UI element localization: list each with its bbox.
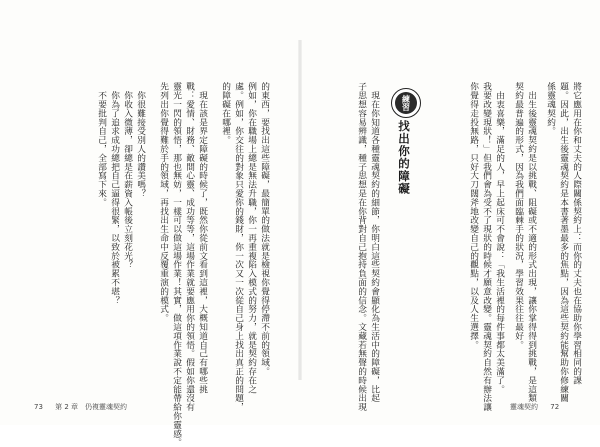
- text-column: 出生後靈魂契約是以挑戰、阻礙或不適的形式出現，讓你掌得得到挑戰，是這類: [526, 82, 537, 403]
- text-column: 現在你知道各種靈魂契約的細節，你明白這些契約會顯化為生活中的障礙，比起: [369, 82, 380, 403]
- text-column: 契約最普遍的形式，因為我們面臨棘手的狀況，學習效果往往最好。: [513, 82, 524, 349]
- text-column: 的障礙在哪裡。: [220, 82, 231, 145]
- text-column: 由衷喜樂，滿足的人，早上起床可不會說：「我生活裡的每件事都太美滿了。: [494, 82, 505, 394]
- text-column: 不要批判自己，全部寫下來。: [96, 82, 107, 207]
- text-column: 的東西，要找出這些障礙，最簡單的做法就是檢視你覺得停滯不前的領域。: [259, 82, 270, 376]
- exercise-badge: [391, 88, 421, 118]
- text-column: 你為了追求成功總把自己逼得很緊，以致於被累不堪？: [109, 82, 120, 305]
- text-column: 例如，你在職場上總是無法升職，你一再重複陷入模式的努力，就是契約存在之: [246, 82, 257, 394]
- text-column: 將它應用在你和丈夫的人際關係契約上：而你的丈夫也在協助你學習相同的課: [571, 82, 582, 385]
- exercise-title: 找出你的障礙: [397, 120, 411, 195]
- page-footer: [510, 402, 559, 412]
- page-footer: [34, 402, 127, 412]
- text-column: 我要改變現狀！」但我們會為受不了現狀的時候才願意改變。靈魂契約自然有辦法讓: [481, 82, 492, 412]
- exercise-badge-label: 練習: [395, 92, 417, 114]
- text-column: 子思想容易辨識，種子思想是在你背對自己抱持負面的信念。文藏若無聲的時候出現: [356, 82, 367, 412]
- page-number: 72: [550, 403, 560, 411]
- right-page: [300, 0, 600, 425]
- text-column: 你覺得走投無路，只好大刀闊斧地改變自己的觀點，以及人生選擇。: [468, 82, 479, 349]
- text-column: 你很難接受別人的讚美嗎？: [135, 82, 146, 198]
- text-column: 題。因此，出生後靈魂契約是本書著墨最多的焦點，因為這些契約能幫助你修練關: [558, 82, 569, 403]
- chapter-title: 第 2 章 仍複靈魂契約: [55, 403, 128, 411]
- text-column: 你收入微薄，卻總是在薪資入帳後立刻花光？: [122, 82, 133, 269]
- text-column: 先列出你覺得難於手的領域，再找出生命中反覆重演的模式。: [158, 82, 169, 323]
- page-number: 73: [34, 403, 43, 411]
- text-column: 係靈魂契約。: [545, 82, 556, 136]
- book-title: 靈魂契約: [510, 403, 538, 411]
- text-column: 處。例如，你交往的對象只愛你的錢財，你一次又一次從自己身上找出真正的問題，: [233, 82, 244, 412]
- text-column: 現在該是界定障礙的時候了，既然你從前文看到這裡，大概知道自己有哪些挑: [197, 82, 208, 394]
- text-column: 戰：愛情、財務、敵間心靈、成功等等，這場作業就要應用你的領悟。假如你還沒有: [184, 82, 195, 412]
- exercise-heading: [387, 88, 423, 198]
- text-column: 靈光一閃的領悟，那也無妨，一樣可以做這場作業！其實，做這項作業說不定能帶給你靈感。: [171, 82, 182, 447]
